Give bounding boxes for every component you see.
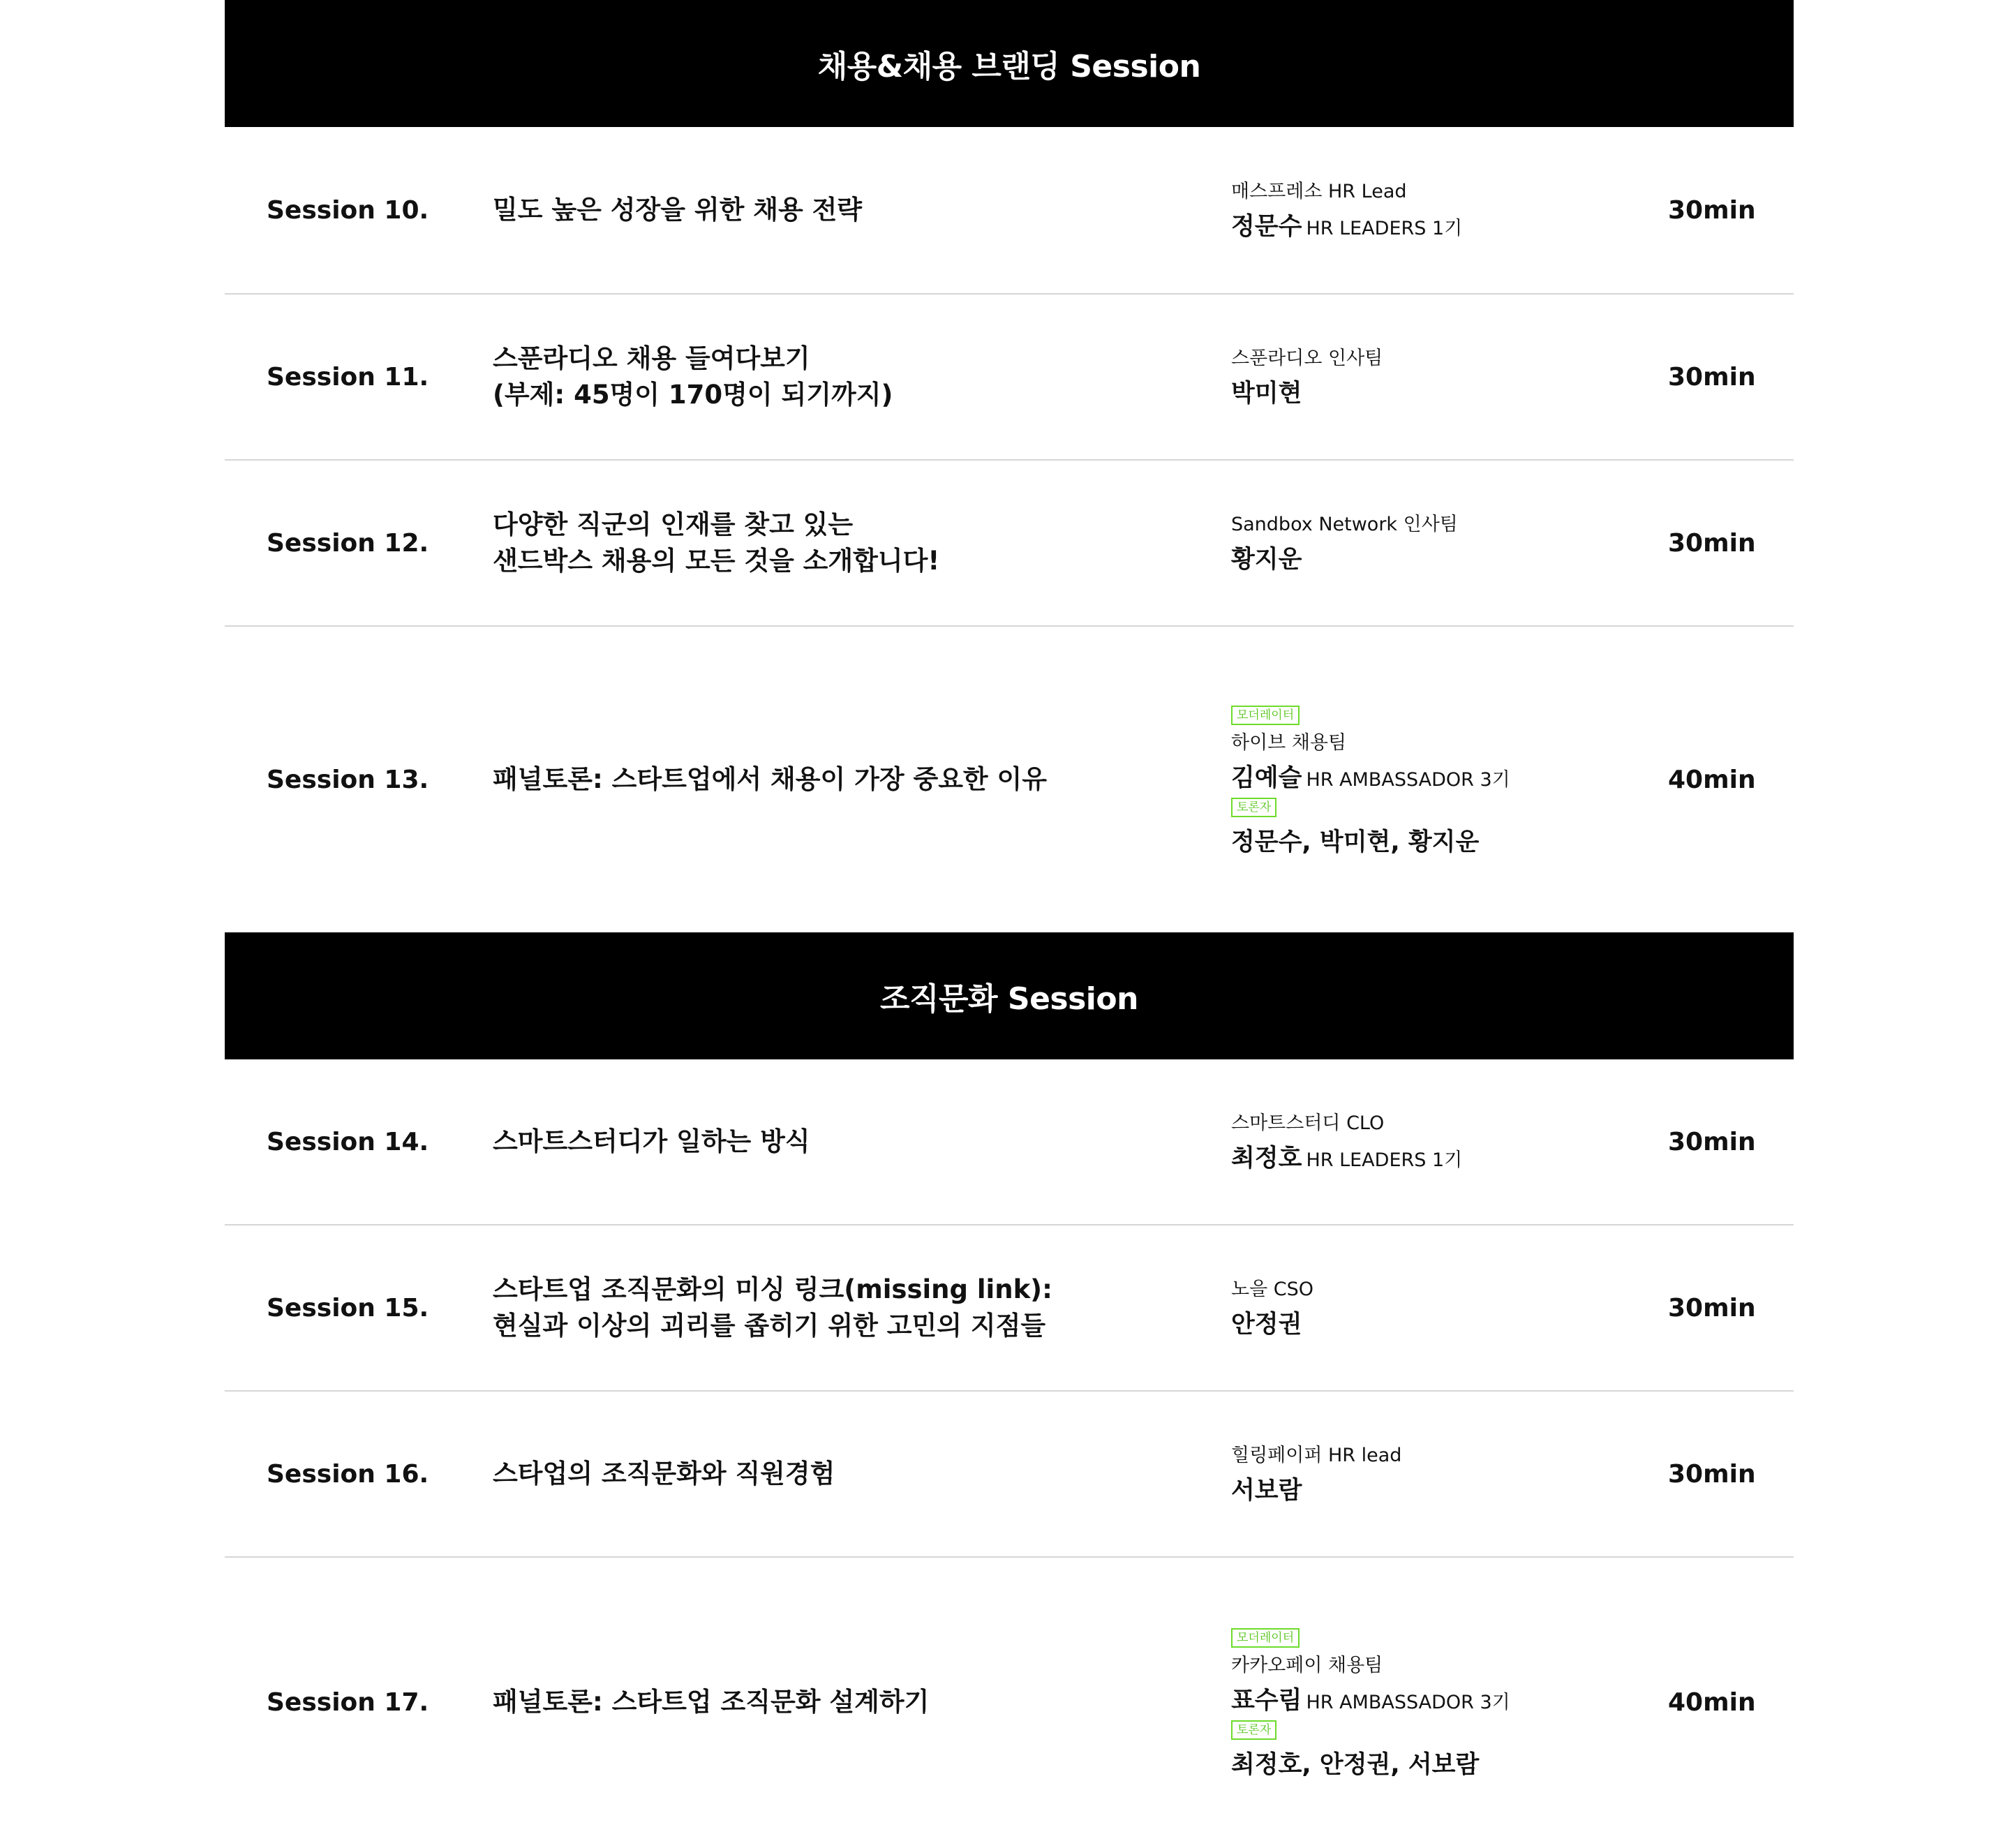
speaker-affiliation: 스마트스터디 CLO bbox=[1231, 1112, 1385, 1134]
session-title-line: 스타트업 조직문화의 미싱 링크(missing link): bbox=[493, 1274, 1052, 1304]
session-title-line: 스마트스터디가 일하는 방식 bbox=[493, 1126, 810, 1156]
speaker-info bbox=[1231, 295, 1622, 459]
panelist-tag: 토론자 bbox=[1231, 798, 1276, 817]
session-row bbox=[225, 1558, 1794, 1847]
session-row bbox=[225, 1059, 1794, 1225]
session-number: Session 17. bbox=[267, 1687, 429, 1717]
session-duration: 40min bbox=[1668, 765, 1756, 794]
speaker-affiliation: 하이브 채용팀 bbox=[1231, 732, 1347, 754]
session-title-line: 다양한 직군의 인재를 찾고 있는 bbox=[493, 509, 854, 539]
session-duration: 30min bbox=[1668, 362, 1756, 392]
session-number: Session 12. bbox=[267, 528, 429, 558]
speaker-info bbox=[1231, 1392, 1622, 1556]
section-title: 조직문화 Session bbox=[880, 981, 1138, 1017]
speaker-affiliation: 스푼라디오 인사팀 bbox=[1231, 348, 1383, 369]
speaker-badge: HR LEADERS 1기 bbox=[1306, 1149, 1463, 1171]
section-header-culture bbox=[225, 932, 1794, 1059]
session-title bbox=[493, 1558, 1191, 1847]
session-title bbox=[493, 127, 1191, 293]
session-number: Session 14. bbox=[267, 1127, 429, 1156]
session-title bbox=[493, 627, 1191, 932]
speaker-badge: HR LEADERS 1기 bbox=[1306, 218, 1463, 239]
session-number: Session 16. bbox=[267, 1459, 429, 1489]
session-row bbox=[225, 627, 1794, 932]
speaker-name: 정문수 bbox=[1231, 213, 1302, 241]
session-title-line: 패널토론: 스타트업에서 채용이 가장 중요한 이유 bbox=[493, 764, 1048, 794]
session-title bbox=[493, 295, 1191, 459]
section-header-recruiting bbox=[225, 0, 1794, 127]
speaker-name: 표수림 bbox=[1231, 1687, 1302, 1715]
speaker-affiliation: 노을 CSO bbox=[1231, 1279, 1313, 1300]
session-title bbox=[493, 1059, 1191, 1224]
session-duration: 30min bbox=[1668, 1459, 1756, 1489]
section-title: 채용&채용 브랜딩 Session bbox=[817, 49, 1201, 84]
session-duration: 30min bbox=[1668, 1293, 1756, 1322]
session-row bbox=[225, 1225, 1794, 1392]
session-title bbox=[493, 1392, 1191, 1556]
speaker-badge: HR AMBASSADOR 3기 bbox=[1306, 769, 1510, 791]
session-number: Session 10. bbox=[267, 195, 429, 225]
speaker-badge: HR AMBASSADOR 3기 bbox=[1306, 1692, 1510, 1713]
speaker-affiliation: 힐링페이퍼 HR lead bbox=[1231, 1445, 1402, 1466]
session-duration: 40min bbox=[1668, 1687, 1756, 1717]
session-title-line: 샌드박스 채용의 모든 것을 소개합니다! bbox=[493, 546, 940, 576]
speaker-info bbox=[1231, 461, 1622, 625]
session-row bbox=[225, 1392, 1794, 1558]
session-title bbox=[493, 1225, 1191, 1390]
session-title-line: 패널토론: 스타트업 조직문화 설계하기 bbox=[493, 1687, 930, 1717]
moderator-tag: 모더레이터 bbox=[1231, 1628, 1300, 1648]
panelist-tag: 토론자 bbox=[1231, 1720, 1276, 1740]
session-duration: 30min bbox=[1668, 1127, 1756, 1156]
session-row bbox=[225, 461, 1794, 627]
speaker-name: 서보람 bbox=[1231, 1477, 1302, 1505]
speaker-name: 안정권 bbox=[1231, 1311, 1302, 1339]
session-title-line: 밀도 높은 성장을 위한 채용 전략 bbox=[493, 195, 863, 225]
speaker-info bbox=[1231, 627, 1622, 932]
speaker-affiliation: 매스프레소 HR Lead bbox=[1231, 181, 1407, 202]
speaker-info bbox=[1231, 1059, 1622, 1224]
speaker-name: 최정호 bbox=[1231, 1145, 1302, 1172]
panelist-names: 정문수, 박미현, 황지운 bbox=[1231, 828, 1480, 856]
speaker-affiliation: 카카오페이 채용팀 bbox=[1231, 1655, 1383, 1676]
session-duration: 30min bbox=[1668, 195, 1756, 225]
session-number: Session 11. bbox=[267, 362, 429, 392]
panelist-names: 최정호, 안정권, 서보람 bbox=[1231, 1751, 1480, 1779]
speaker-info bbox=[1231, 1225, 1622, 1390]
session-title-line: 스푼라디오 채용 들여다보기 bbox=[493, 343, 810, 373]
speaker-info bbox=[1231, 1558, 1622, 1847]
session-title-line: 스타업의 조직문화와 직원경험 bbox=[493, 1459, 835, 1489]
session-title-line: (부제: 45명이 170명이 되기까지) bbox=[493, 380, 893, 410]
session-number: Session 15. bbox=[267, 1293, 429, 1322]
speaker-name: 황지운 bbox=[1231, 546, 1302, 574]
session-title bbox=[493, 461, 1191, 625]
speaker-info bbox=[1231, 127, 1622, 293]
speaker-name: 박미현 bbox=[1231, 380, 1302, 408]
speaker-affiliation: Sandbox Network 인사팀 bbox=[1231, 514, 1458, 535]
session-duration: 30min bbox=[1668, 528, 1756, 558]
session-number: Session 13. bbox=[267, 765, 429, 794]
speaker-name: 김예슬 bbox=[1231, 764, 1302, 792]
session-row bbox=[225, 295, 1794, 461]
moderator-tag: 모더레이터 bbox=[1231, 706, 1300, 725]
session-row bbox=[225, 127, 1794, 295]
session-title-line: 현실과 이상의 괴리를 좁히기 위한 고민의 지점들 bbox=[493, 1311, 1046, 1341]
